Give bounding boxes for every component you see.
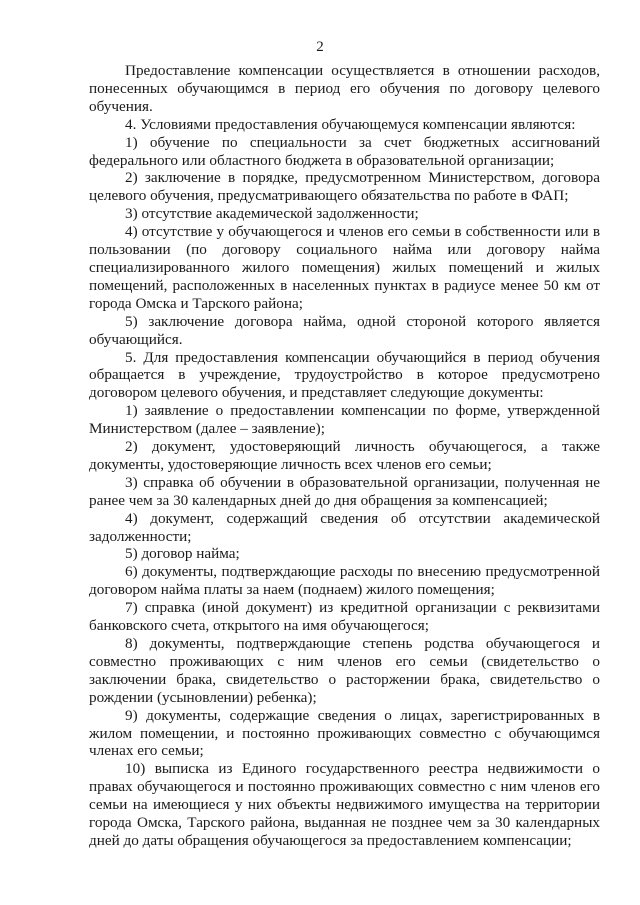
paragraph-document-7: 7) справка (иной документ) из кредитной организации с реквизитами банковского счета, открытого на имя обучающегося; (89, 599, 600, 635)
page-number: 2 (316, 39, 324, 55)
paragraph-document-4: 4) документ, содержащий сведения об отсутствии академической задолженности; (89, 509, 600, 545)
paragraph-document-10: 10) выписка из Единого государственного реестра недвижимости о правах обучающегося и постоянно проживающих совместно с ним членов его семьи на имеющиеся у них объекты недвижимого имущества на территории города Омска, Тарского района, выданная не позднее чем за 30 календарных дней до даты обращения обучающегося за предоставлением компенсации; (89, 760, 600, 849)
paragraph-condition-1: 1) обучение по специальности за счет бюджетных ассигнований федерального или областного бюджета в образовательной организации; (89, 133, 600, 169)
paragraph-condition-4: 4) отсутствие у обучающегося и членов его семьи в собственности или в пользовании (по договору социального найма или договору найма специализированного жилого помещения) жилых помещений и жилых помещений, расположенных в населенных пунктах в радиусе менее 50 км от города Омска и Тарского района; (89, 223, 600, 312)
paragraph-document-5: 5) договор найма; (125, 545, 240, 563)
paragraph-condition-2: 2) заключение в порядке, предусмотренном Министерством, договора целевого обучения, предусматривающего обязательства по работе в ФАП; (89, 169, 600, 205)
paragraph-document-1: 1) заявление о предоставлении компенсации по форме, утвержденной Министерством (далее – заявление); (89, 402, 600, 438)
paragraph-document-9: 9) документы, содержащие сведения о лицах, зарегистрированных в жилом помещении, и постоянно проживающих совместно с обучающимся членах его семьи; (89, 706, 600, 760)
paragraph-section-4-heading: 4. Условиями предоставления обучающемуся компенсации являются: (125, 115, 576, 133)
paragraph-document-2: 2) документ, удостоверяющий личность обучающегося, а также документы, удостоверяющие личность всех членов его семьи; (89, 438, 600, 473)
paragraph-document-3: 3) справка об обучении в образовательной организации, полученная не ранее чем за 30 календарных дней до дня обращения за компенсацией; (89, 473, 600, 509)
paragraph-condition-5: 5) заключение договора найма, одной стороной которого является обучающийся. (89, 312, 600, 348)
paragraph-section-5-heading: 5. Для предоставления компенсации обучающийся в период обучения обращается в учреждение, трудоустройство в которое предусмотрено договором целевого обучения, и представляет следующие документы: (89, 348, 600, 402)
paragraph-condition-3: 3) отсутствие академической задолженности; (125, 205, 419, 223)
paragraph-document-6: 6) документы, подтверждающие расходы по внесению предусмотренной договором найма платы за наем (поднаем) жилого помещения; (89, 563, 600, 599)
document-body (89, 62, 600, 850)
paragraph-document-8: 8) документы, подтверждающие степень родства обучающегося и совместно проживающих с ним членов его семьи (свидетельство о заключении брака, свидетельство о расторжении брака, свидетельство о рождении (усыновлении) ребенка); (89, 635, 600, 706)
paragraph-compensation-scope: Предоставление компенсации осуществляется в отношении расходов, понесенных обучающимся в период его обучения по договору целевого обучения. (89, 62, 600, 115)
